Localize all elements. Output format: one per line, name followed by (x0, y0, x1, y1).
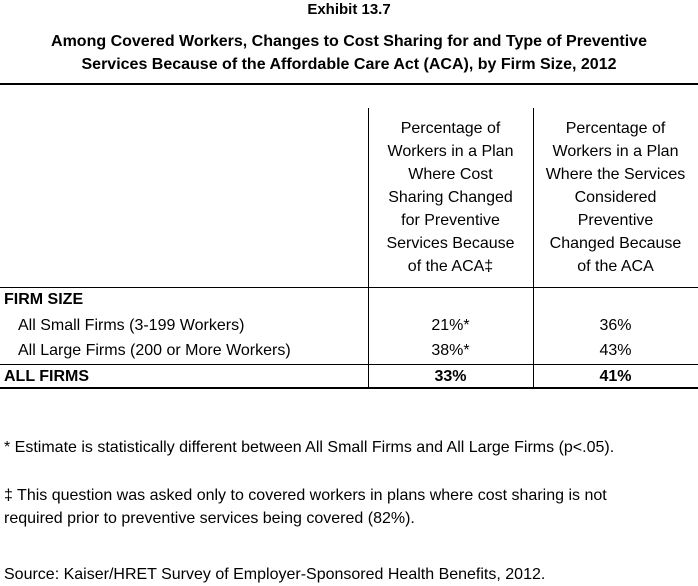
footnote-dagger-line-2: required prior to preventive services being covered (82%). (4, 510, 415, 527)
column-header-line: Changed Because (549, 235, 682, 252)
table-bottom-rule (0, 387, 698, 389)
section-label-firm-size: FIRM SIZE (4, 291, 84, 308)
cell-small-services: 36% (599, 317, 632, 334)
cell-small-cost-sharing: 21%* (431, 317, 470, 334)
row-label-small-firms: All Small Firms (3-199 Workers) (18, 317, 245, 334)
column-header-line: Considered (574, 189, 657, 206)
column-header-line: Percentage of (565, 120, 666, 137)
row-label-large-firms: All Large Firms (200 or More Workers) (18, 342, 291, 359)
header-divider (0, 287, 698, 288)
title-line-1: Among Covered Workers, Changes to Cost Sharing for and Type of Preventive (51, 33, 647, 50)
column-header-line: Workers in a Plan (387, 143, 514, 160)
column-header-line: of the ACA‡ (407, 258, 494, 275)
footnote-asterisk: * Estimate is statistically different between All Small Firms and All Large Firms (p<.05). (4, 439, 615, 456)
column-header-line: Sharing Changed (388, 189, 513, 206)
cell-large-services: 43% (599, 342, 632, 359)
footnote-dagger (4, 484, 694, 530)
column-header-services (533, 117, 698, 278)
column-header-cost-sharing (368, 117, 533, 278)
column-header-line: Services Because (386, 235, 515, 252)
exhibit-number: Exhibit 13.7 (307, 1, 391, 18)
column-header-line: for Preventive (401, 212, 500, 229)
total-divider (0, 364, 698, 365)
cell-all-cost-sharing: 33% (434, 368, 467, 385)
title-line-2: Services Because of the Affordable Care Act (ACA), by Firm Size, 2012 (81, 56, 617, 73)
cell-large-cost-sharing: 38%* (431, 342, 470, 359)
column-header-line: Where Cost (408, 166, 493, 183)
column-header-line: of the ACA (577, 258, 654, 275)
column-header-line: Percentage of (400, 120, 501, 137)
row-label-all-firms: ALL FIRMS (4, 368, 90, 385)
cell-all-services: 41% (599, 368, 632, 385)
column-header-line: Workers in a Plan (552, 143, 679, 160)
column-header-line: Where the Services (545, 166, 686, 183)
column-header-line: Preventive (577, 212, 654, 229)
footnote-dagger-line-1: ‡ This question was asked only to covered workers in plans where cost sharing is not (4, 487, 607, 504)
source-note: Source: Kaiser/HRET Survey of Employer-Sponsored Health Benefits, 2012. (4, 566, 546, 583)
